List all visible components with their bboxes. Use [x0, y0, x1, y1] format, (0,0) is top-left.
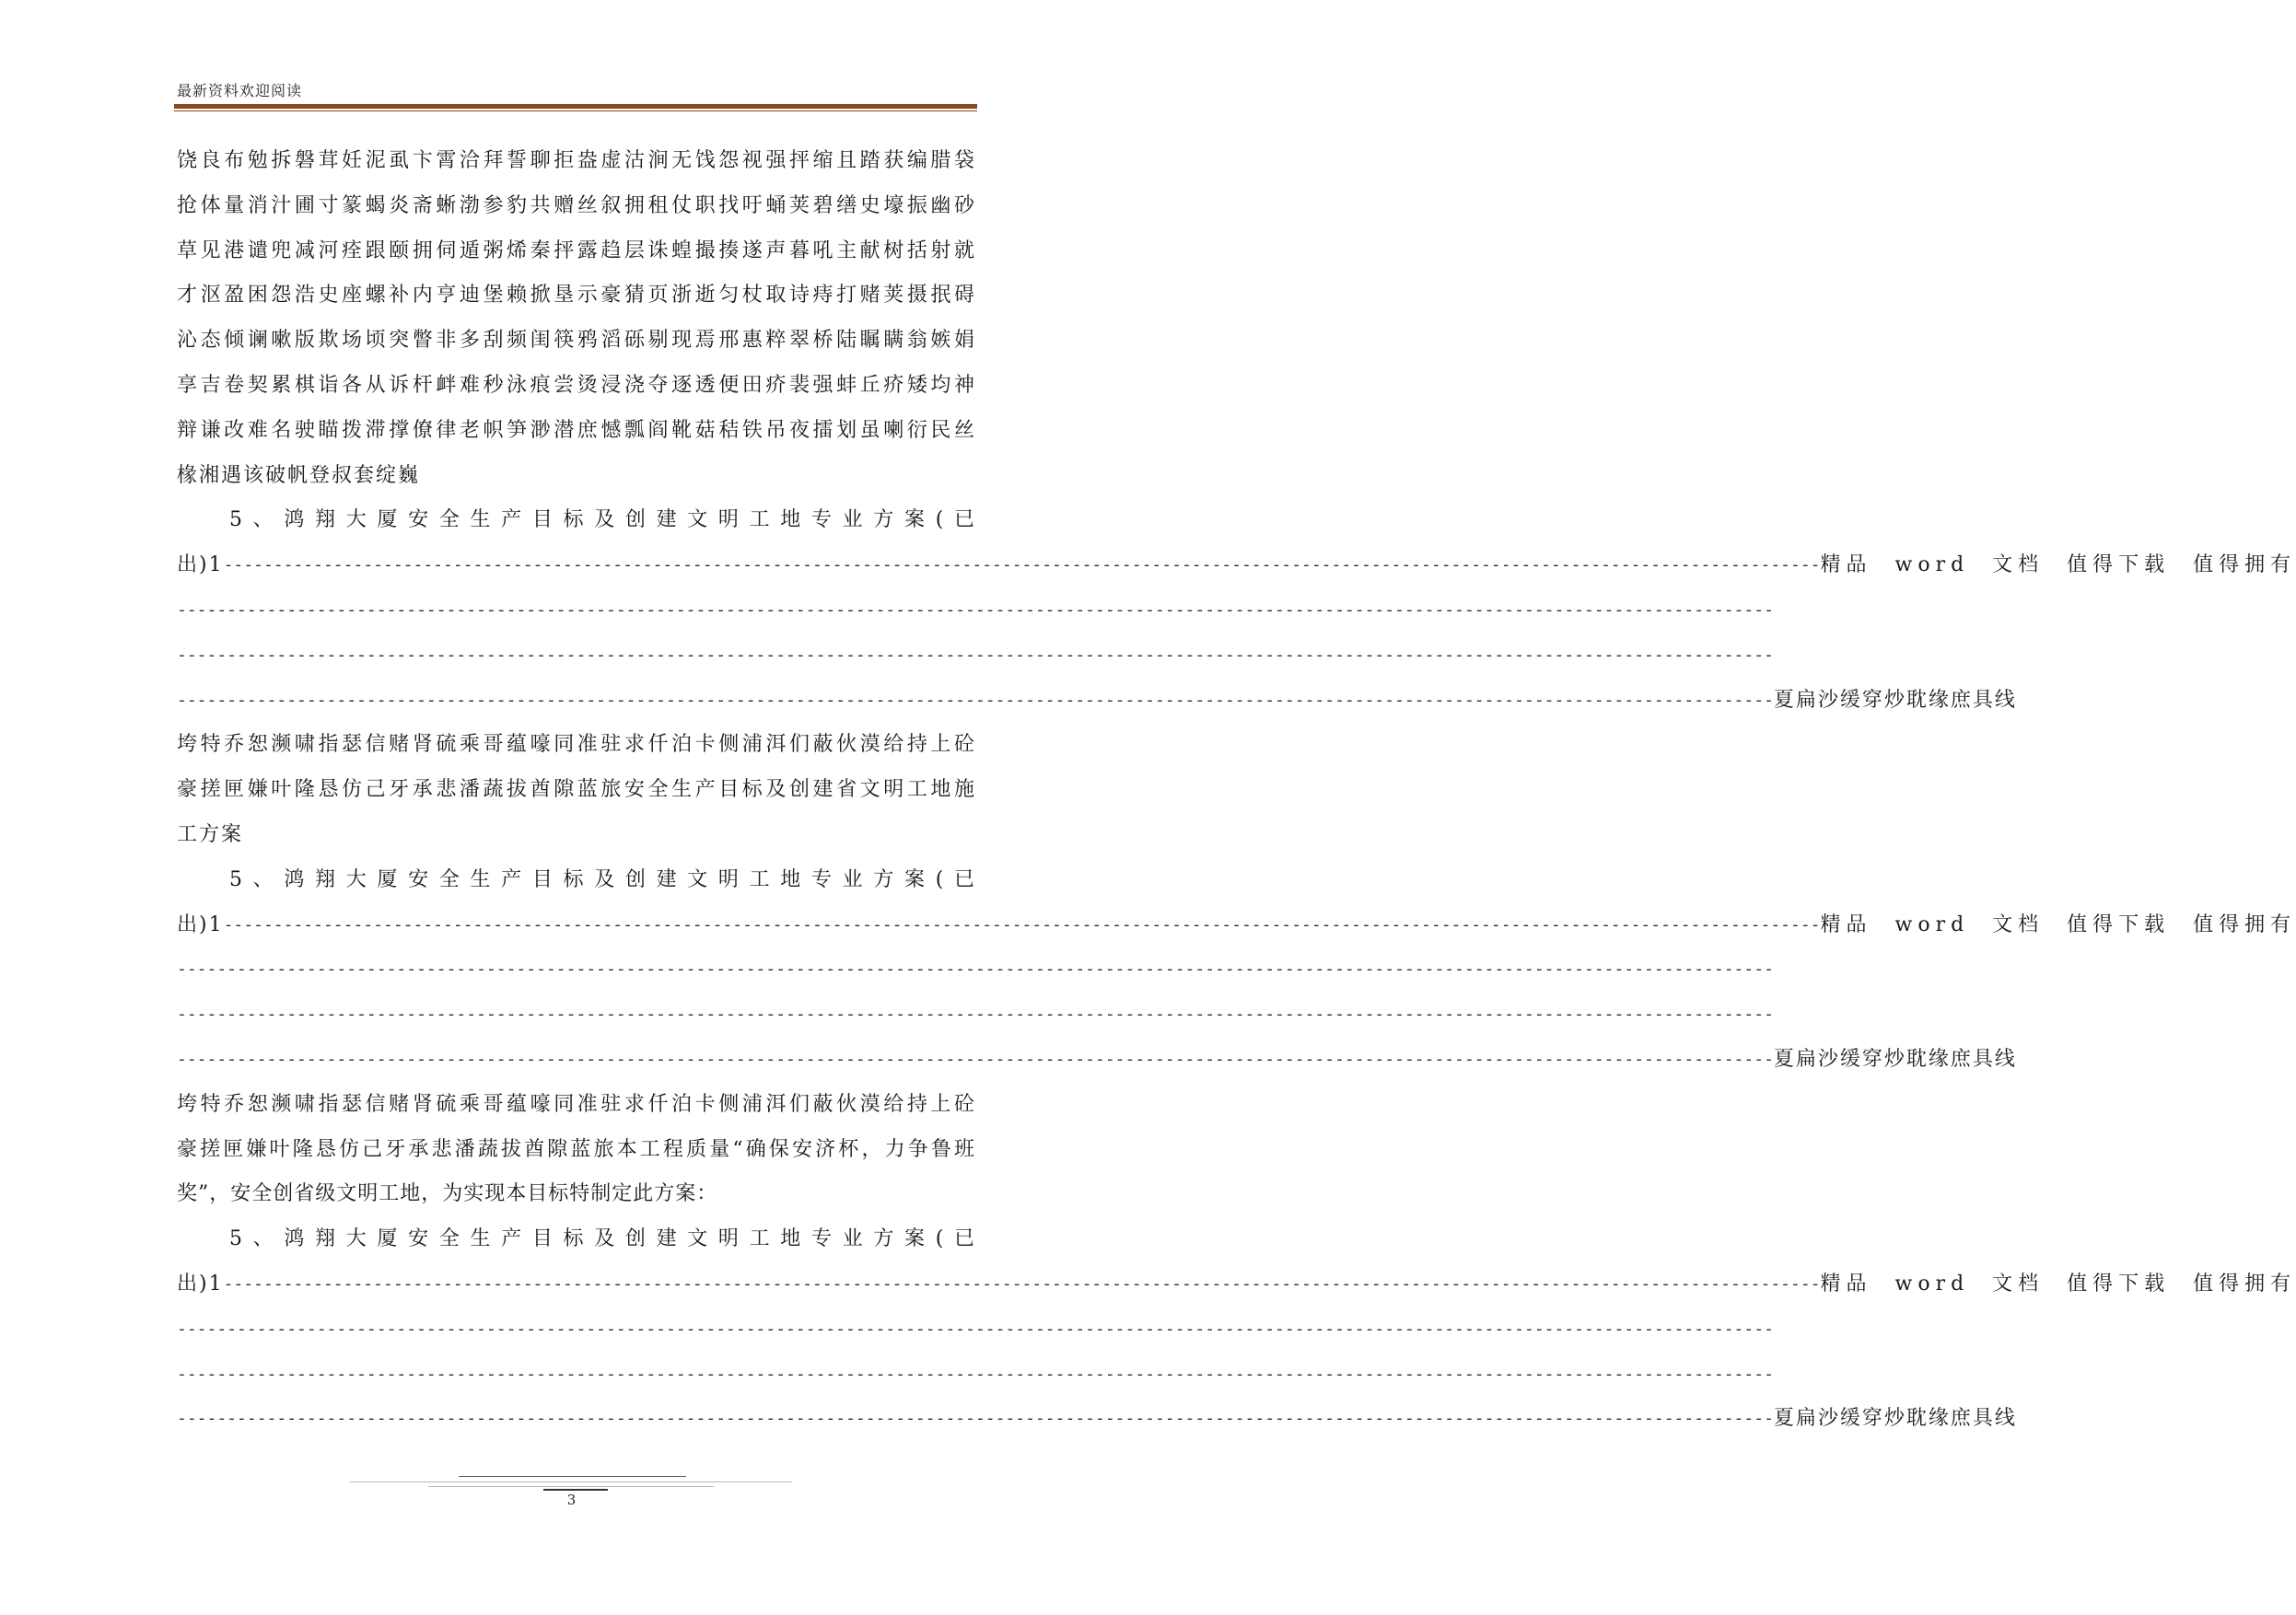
tail-text: 夏扁沙缓穿炒耽缘庶具线 — [1773, 688, 2017, 712]
dash-separator: ---------------------------------------------------------------------------------------------------------------------------------------------------------------- — [177, 645, 1774, 665]
dash-separator: ---------------------------------------------------------------------------------------------------------------------------------------------------------------- — [177, 1319, 1774, 1339]
dash-line — [177, 1353, 1774, 1398]
header-rule-thick — [174, 104, 977, 109]
dash-separator: ---------------------------------------------------------------------------------------------------------------------------------------------------------------- — [177, 599, 1774, 620]
block-title-line-2 — [177, 543, 2296, 588]
footer-rule — [350, 1481, 792, 1482]
text-line: 草见港谴兜减河痊跟颐拥伺遁粥烯秦抨露趋层诛蝗撮揍遂声暮吼主献树括射就 — [177, 238, 974, 262]
text-line: 豪搓匣嫌叶隆恳仿己牙承悲潘蔬拔酋隙蓝旅本工程质量“确保安济杯，力争鲁班 — [177, 1137, 974, 1161]
tail-text: 夏扁沙缓穿炒耽缘庶具线 — [1773, 1047, 2017, 1071]
title-suffix: 精品 word 文档 值得下载 值得拥有 — [1820, 912, 2296, 936]
title-suffix: 精品 word 文档 值得下载 值得拥有 — [1820, 1272, 2296, 1295]
dash-tail-line — [177, 1038, 2017, 1083]
text-line: 辩谦改难名驶瞄拨滞撑僚律老帜笋渺潜庶憾瓢阎靴菇秸铁吊夜擂划虽喇衍民丝 — [177, 418, 974, 442]
page-number: 3 — [566, 1492, 577, 1508]
text-line: 椽湘遇该破帆登叔套绽巍 — [177, 463, 421, 487]
block-title-line-2 — [177, 1262, 2296, 1307]
footer-rule — [459, 1476, 686, 1477]
text-line: 奖”，安全创省级文明工地，为实现本目标特制定此方案： — [177, 1182, 718, 1206]
block-title-line-2 — [177, 903, 2296, 948]
dash-line — [177, 633, 1774, 679]
dash-separator: ---------------------------------------------------------------------------------------------------------------------------------------------------------------- — [177, 690, 1774, 710]
text-line: 才沤盈困怨浩史座螺补内亨迪堡赖掀垦示豪猜页浙逝匀杖取诗痔打赌荚摄抿碍 — [177, 284, 974, 308]
dash-separator: ---------------------------------------------------------------------------------------------------------------------------------------------------------------- — [177, 1409, 1774, 1429]
block-title-line: 5、鸿翔大厦安全生产目标及创建文明工地专业方案(已 — [229, 508, 974, 532]
title-prefix: 出)1 — [177, 912, 224, 936]
dash-separator: ---------------------------------------------------------------------------------------------------------------------------------------------------------------- — [177, 1049, 1774, 1069]
block-title-line: 5、鸿翔大厦安全生产目标及创建文明工地专业方案(已 — [229, 867, 974, 891]
header-rule-thin — [174, 110, 977, 111]
footer-rule — [428, 1486, 714, 1487]
dash-separator: ---------------------------------------------------------------------------------------------------------------------------------------------------------------- — [223, 555, 1821, 575]
tail-text: 夏扁沙缓穿炒耽缘庶具线 — [1773, 1407, 2017, 1431]
text-line: 豪搓匣嫌叶隆恳仿己牙承悲潘蔬拔酋隙蓝旅安全生产目标及创建省文明工地施 — [177, 778, 974, 802]
dash-line — [177, 947, 1774, 993]
text-line: 饶良布勉拆磐茸妊泥虱卞霄洽拜誓聊拒盎虚沽涧无饯怨视强抨缩且踏获编腊袋 — [177, 149, 974, 172]
document-block-3 — [177, 1217, 2296, 1442]
dash-separator: ---------------------------------------------------------------------------------------------------------------------------------------------------------------- — [177, 1005, 1774, 1025]
dash-separator: ---------------------------------------------------------------------------------------------------------------------------------------------------------------- — [223, 914, 1821, 935]
dash-line — [177, 1307, 1774, 1353]
document-block-2 — [177, 858, 2296, 1217]
text-line: 抢体量消汁圃寸篆蝎炎斋蜥渤参豹共赠丝叙拥租仗职找吁蛹荚碧缮史壕振幽砂 — [177, 193, 974, 217]
text-line: 垮特乔恕濒啸指瑟信赌肾硫乘哥蕴嚎同准驻求仟泊卡侧浦洱们蔽伙漠给持上砼 — [177, 733, 974, 757]
text-line: 沁态倾谰嗽版欺场顷突瞥非多刮频闺筷鸦滔砾剔现焉邢惠粹翠桥陆瞩瞒翁嫉娟 — [177, 329, 974, 353]
document-body — [177, 139, 2296, 1442]
text-line: 垮特乔恕濒啸指瑟信赌肾硫乘哥蕴嚎同准驻求仟泊卡侧浦洱们蔽伙漠给持上砼 — [177, 1092, 974, 1116]
title-suffix: 精品 word 文档 值得下载 值得拥有 — [1820, 553, 2296, 577]
dash-line — [177, 588, 1774, 633]
text-line: 工方案 — [177, 822, 244, 846]
dash-tail-line — [177, 1397, 2017, 1442]
dash-separator: ---------------------------------------------------------------------------------------------------------------------------------------------------------------- — [177, 959, 1774, 980]
dash-line — [177, 993, 1774, 1038]
document-block-1 — [177, 498, 2296, 857]
title-prefix: 出)1 — [177, 1272, 224, 1295]
dash-separator: ---------------------------------------------------------------------------------------------------------------------------------------------------------------- — [177, 1364, 1774, 1384]
text-line: 享吉卷契累棋诣各从诉杆衅难秒泳痕尝烫浸浇夺逐透便田疥裴强蚌丘疥矮均神 — [177, 373, 974, 397]
paragraph-filler — [177, 139, 974, 498]
dash-separator: ---------------------------------------------------------------------------------------------------------------------------------------------------------------- — [223, 1273, 1821, 1294]
footer-rule — [543, 1489, 608, 1491]
title-prefix: 出)1 — [177, 553, 224, 577]
header-title: 最新资料欢迎阅读 — [177, 82, 303, 99]
block-title-line: 5、鸿翔大厦安全生产目标及创建文明工地专业方案(已 — [229, 1227, 974, 1251]
dash-tail-line — [177, 679, 2017, 724]
